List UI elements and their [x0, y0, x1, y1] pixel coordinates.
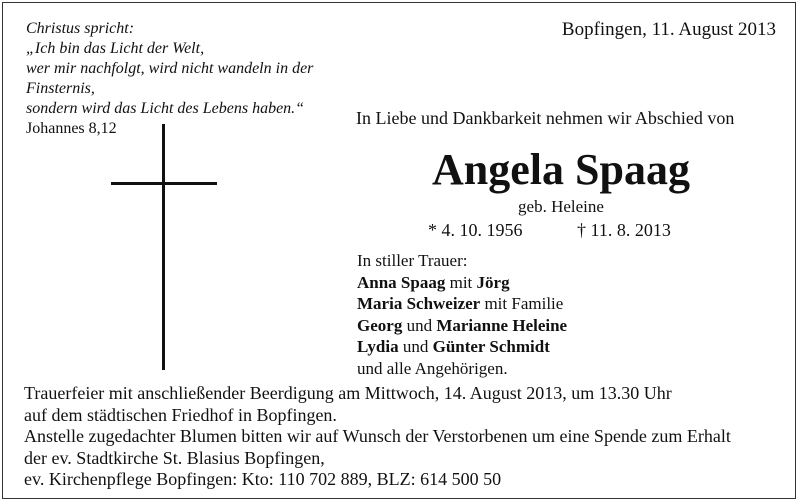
birth-date: * 4. 10. 1956 [428, 220, 523, 240]
mourner-name: Jörg [476, 272, 510, 292]
mourner-name: Anna Spaag [357, 272, 446, 292]
quote-line: „Ich bin das Licht der Welt, [26, 40, 205, 57]
place-date: Bopfingen, 11. August 2013 [561, 19, 776, 40]
mourner-name: Marianne Heleine [436, 315, 568, 335]
mourner-line [357, 272, 737, 294]
mourner-name: Maria Schweizer [357, 294, 481, 313]
mourners-closing: und alle Angehörigen. [357, 358, 508, 378]
mourner-connector: mit [445, 272, 477, 292]
notice-line: auf dem städtischen Friedhof in Bopfingen. [24, 404, 337, 425]
mourners-list [357, 250, 737, 379]
birth-name: geb. Heleine [518, 197, 604, 216]
quote-reference: Johannes 8,12 [26, 120, 117, 137]
farewell-intro: In Liebe und Dankbarkeit nehmen wir Abschied von [356, 108, 735, 128]
notice-line: Trauerfeier mit anschließender Beerdigung am Mittwoch, 14. August 2013, um 13.30 Uhr [24, 383, 672, 403]
cross-horizontal-bar [111, 182, 217, 185]
mourner-connector: und [398, 337, 433, 356]
quote-line: sondern wird das Licht des Lebens haben.“ [26, 100, 305, 117]
notice-line: der ev. Stadtkirche St. Blasius Bopfingen, [24, 447, 325, 468]
deceased-name: Angela Spaag [432, 145, 690, 194]
mourner-connector: mit Familie [480, 294, 564, 313]
mourner-connector: und [402, 315, 437, 335]
quote-line: wer mir nachfolgt, wird nicht wandeln in der Finsternis, [26, 60, 314, 97]
mourner-name: Lydia [357, 337, 399, 356]
mourners-heading: In stiller Trauer: [357, 251, 468, 270]
notice-line: Anstelle zugedachter Blumen bitten wir auf Wunsch der Verstorbenen um eine Spende zum Erhalt [24, 426, 731, 446]
mourner-line [357, 293, 737, 315]
notice-line: ev. Kirchenpflege Bopfingen: Kto: 110 702 889, BLZ: 614 500 50 [24, 469, 502, 489]
death-date: † 11. 8. 2013 [577, 220, 671, 240]
bible-quote [26, 19, 386, 139]
mourner-line [357, 315, 737, 337]
mourner-line [357, 336, 737, 358]
funeral-notice [24, 383, 784, 491]
cross-vertical-bar [162, 124, 165, 370]
mourner-name: Günter Schmidt [432, 337, 550, 356]
mourner-name: Georg [357, 315, 403, 335]
quote-attribution: Christus spricht: [26, 20, 135, 37]
